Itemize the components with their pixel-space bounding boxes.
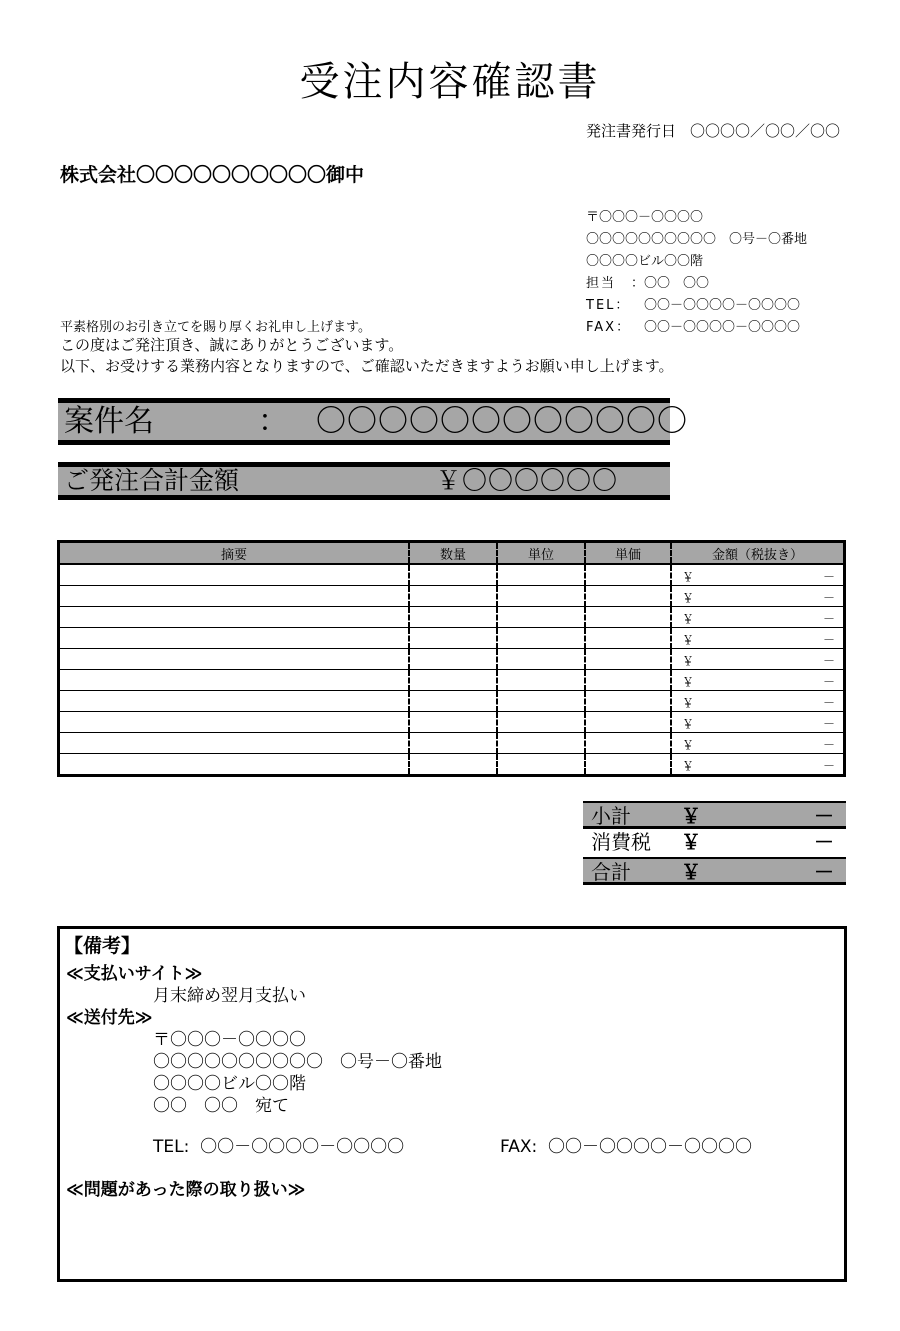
cell-unit[interactable] [497, 670, 585, 691]
cell-unit-price[interactable] [585, 586, 671, 607]
amount-value: － [822, 675, 835, 689]
yen-sign: ￥ [682, 675, 695, 689]
cell-quantity[interactable] [409, 586, 497, 607]
greeting-line-2: この度はご発注頂き、誠にありがとうございます。 [60, 336, 404, 354]
amount-value: － [822, 591, 835, 605]
issue-date-value: 〇〇〇〇／〇〇／〇〇 [690, 122, 841, 140]
cell-description[interactable] [60, 733, 409, 754]
cell-quantity[interactable] [409, 712, 497, 733]
sender-address2: 〇〇〇〇ビル〇〇階 [586, 254, 704, 269]
cell-quantity[interactable] [409, 607, 497, 628]
cell-quantity[interactable] [409, 691, 497, 712]
ship-tel-value: 〇〇－〇〇〇〇－〇〇〇〇 [200, 1137, 405, 1157]
order-total-value: ￥〇〇〇〇〇〇 [436, 466, 619, 495]
amount-value: － [822, 696, 835, 710]
yen-sign: ￥ [682, 570, 695, 584]
table-row [60, 733, 843, 754]
sender-fax-value: 〇〇－〇〇〇〇－〇〇〇〇 [644, 320, 801, 335]
project-label: 案件名 [64, 404, 154, 439]
cell-unit[interactable] [497, 691, 585, 712]
project-separator: ： [258, 404, 288, 439]
cell-unit[interactable] [497, 754, 585, 775]
project-name-band [58, 398, 688, 445]
grand-total-yen: ￥ [681, 860, 701, 884]
cell-unit-price[interactable] [585, 628, 671, 649]
yen-sign: ￥ [682, 738, 695, 752]
cell-unit-price[interactable] [585, 733, 671, 754]
tax-value: － [814, 830, 834, 854]
cell-description[interactable] [60, 691, 409, 712]
order-total-band [58, 462, 670, 500]
ship-tel-label: TEL: [153, 1137, 190, 1157]
sender-tel-label: TEL： [586, 298, 631, 313]
amount-value: － [822, 717, 835, 731]
cell-quantity[interactable] [409, 733, 497, 754]
cell-description[interactable] [60, 754, 409, 775]
subtotal-value: － [814, 804, 834, 828]
header-quantity: 数量 [409, 543, 497, 564]
cell-unit[interactable] [497, 733, 585, 754]
header-amount: 金額（税抜き） [671, 543, 843, 564]
table-row [60, 691, 843, 712]
cell-amount[interactable] [671, 564, 843, 586]
yen-sign: ￥ [682, 696, 695, 710]
cell-unit-price[interactable] [585, 670, 671, 691]
cell-amount[interactable] [671, 628, 843, 649]
yen-sign: ￥ [682, 612, 695, 626]
ship-address1: 〇〇〇〇〇〇〇〇〇〇 〇号－〇番地 [153, 1052, 442, 1072]
cell-quantity[interactable] [409, 649, 497, 670]
issue-date [586, 120, 840, 141]
cell-unit-price[interactable] [585, 564, 671, 586]
document-title: 受注内容確認書 [299, 59, 601, 105]
header-unit-price: 単価 [585, 543, 671, 564]
cell-unit[interactable] [497, 607, 585, 628]
cell-amount[interactable] [671, 586, 843, 607]
cell-amount[interactable] [671, 712, 843, 733]
order-total-label: ご発注合計金額 [64, 466, 240, 495]
project-value: 〇〇〇〇〇〇〇〇〇〇〇〇 [316, 404, 688, 439]
sender-tel [586, 295, 807, 317]
ship-tel [153, 1132, 404, 1157]
table-row [60, 586, 843, 607]
ship-attention: 〇〇 〇〇 宛て [153, 1096, 289, 1116]
yen-sign: ￥ [682, 759, 695, 773]
cell-amount[interactable] [671, 733, 843, 754]
cell-description[interactable] [60, 607, 409, 628]
items-table [57, 540, 846, 777]
table-row [60, 649, 843, 670]
amount-value: － [822, 738, 835, 752]
grand-total-row [583, 857, 846, 885]
sender-postal: 〒〇〇〇－〇〇〇〇 [586, 210, 704, 225]
grand-total-label: 合計 [591, 860, 631, 884]
yen-sign: ￥ [682, 591, 695, 605]
payment-heading: ≪支払いサイト≫ [66, 964, 203, 984]
cell-unit-price[interactable] [585, 649, 671, 670]
cell-description[interactable] [60, 670, 409, 691]
payment-terms: 月末締め翌月支払い [153, 986, 306, 1006]
items-header-row [60, 543, 843, 564]
cell-unit[interactable] [497, 628, 585, 649]
sender-tel-value: 〇〇－〇〇〇〇－〇〇〇〇 [644, 298, 801, 313]
table-row [60, 564, 843, 586]
greeting-line-1: 平素格別のお引き立てを賜り厚くお礼申し上げます。 [60, 320, 371, 335]
amount-value: － [822, 570, 835, 584]
amount-value: － [822, 759, 835, 773]
cell-amount[interactable] [671, 670, 843, 691]
cell-unit-price[interactable] [585, 754, 671, 775]
cell-description[interactable] [60, 564, 409, 586]
amount-value: － [822, 654, 835, 668]
sender-fax-label: FAX： [586, 320, 632, 335]
subtotal-yen: ￥ [681, 804, 701, 828]
amount-value: － [822, 612, 835, 626]
cell-description[interactable] [60, 586, 409, 607]
cell-quantity[interactable] [409, 670, 497, 691]
greeting-line-3: 以下、お受けする業務内容となりますので、ご確認いただきますようお願い申し上げます。 [60, 357, 674, 375]
issue-handling-heading: ≪問題があった際の取り扱い≫ [66, 1180, 306, 1200]
cell-amount[interactable] [671, 607, 843, 628]
sender-contact-value: 〇〇 〇〇 [644, 276, 710, 291]
subtotal-row [583, 801, 846, 829]
cell-quantity[interactable] [409, 754, 497, 775]
sender-block [586, 207, 807, 339]
table-row [60, 628, 843, 649]
cell-unit-price[interactable] [585, 691, 671, 712]
table-row [60, 754, 843, 775]
remarks-box [57, 926, 847, 1282]
cell-amount[interactable] [671, 649, 843, 670]
cell-amount[interactable] [671, 691, 843, 712]
tax-row [583, 829, 846, 857]
recipient-name: 株式会社〇〇〇〇〇〇〇〇〇〇御中 [60, 164, 365, 186]
cell-unit[interactable] [497, 564, 585, 586]
table-row [60, 607, 843, 628]
header-description: 摘要 [60, 543, 409, 564]
ship-fax [500, 1132, 752, 1157]
ship-fax-label: FAX: [500, 1137, 538, 1157]
cell-description[interactable] [60, 649, 409, 670]
cell-unit[interactable] [497, 586, 585, 607]
table-row [60, 712, 843, 733]
cell-description[interactable] [60, 712, 409, 733]
cell-unit-price[interactable] [585, 712, 671, 733]
sender-contact-label: 担当 ： [586, 276, 647, 291]
ship-heading: ≪送付先≫ [66, 1008, 153, 1028]
sender-contact [586, 273, 807, 295]
subtotal-label: 小計 [591, 804, 631, 828]
grand-total-value: － [814, 860, 834, 884]
remarks-heading: 【備考】 [64, 935, 141, 957]
tax-label: 消費税 [591, 830, 651, 854]
ship-fax-value: 〇〇－〇〇〇〇－〇〇〇〇 [548, 1137, 753, 1157]
table-row [60, 670, 843, 691]
ship-postal: 〒〇〇〇－〇〇〇〇 [153, 1030, 306, 1050]
sender-address1: 〇〇〇〇〇〇〇〇〇〇 〇号－〇番地 [586, 232, 808, 247]
cell-unit[interactable] [497, 649, 585, 670]
tax-yen: ￥ [681, 830, 701, 854]
yen-sign: ￥ [682, 654, 695, 668]
header-unit: 単位 [497, 543, 585, 564]
cell-unit-price[interactable] [585, 607, 671, 628]
cell-description[interactable] [60, 628, 409, 649]
cell-unit[interactable] [497, 712, 585, 733]
amount-value: － [822, 633, 835, 647]
yen-sign: ￥ [682, 633, 695, 647]
cell-amount[interactable] [671, 754, 843, 775]
issue-date-label: 発注書発行日 [586, 122, 677, 140]
cell-quantity[interactable] [409, 628, 497, 649]
cell-quantity[interactable] [409, 564, 497, 586]
ship-address2: 〇〇〇〇ビル〇〇階 [153, 1074, 306, 1094]
yen-sign: ￥ [682, 717, 695, 731]
sender-fax [586, 317, 807, 339]
